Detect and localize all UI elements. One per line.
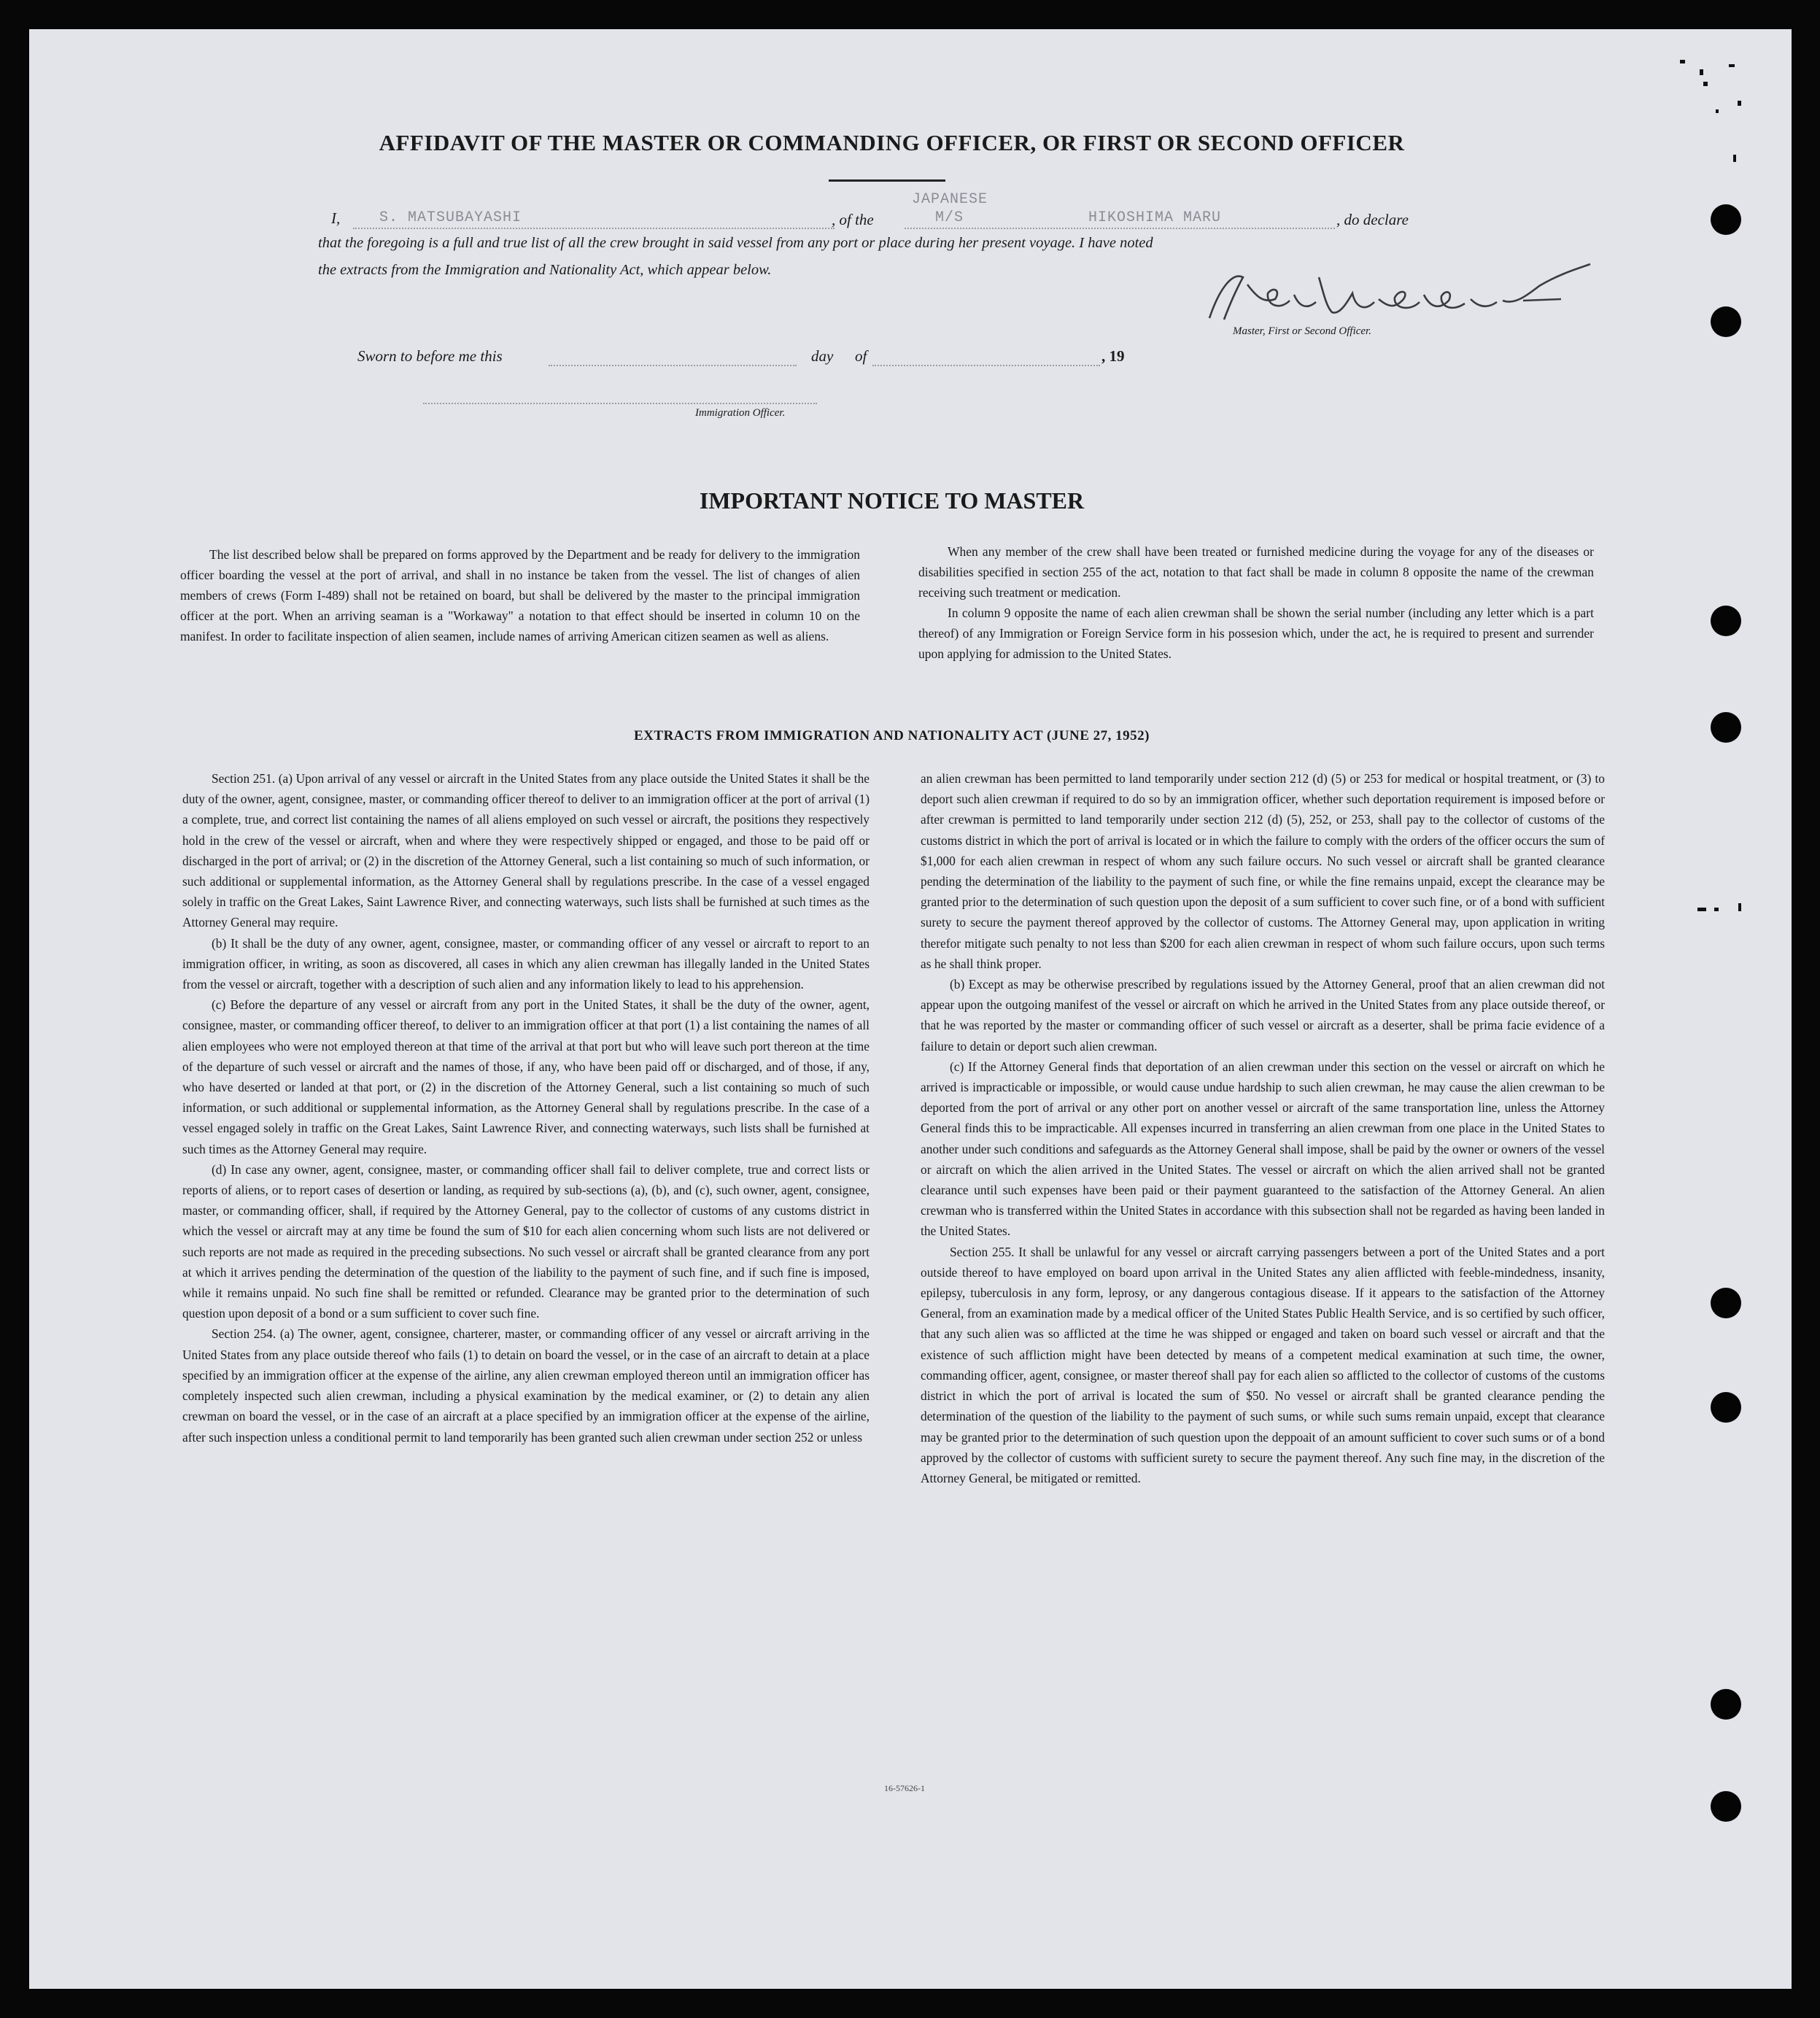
of-the-label: , of the [832, 211, 874, 228]
scan-speck [1733, 155, 1736, 162]
signature-caption: Master, First or Second Officer. [1233, 325, 1371, 337]
sworn-day-label: day [811, 347, 834, 365]
scan-speck [1680, 60, 1685, 63]
scan-speck [1697, 908, 1706, 911]
extracts-right-column [921, 768, 1605, 1488]
declaration-prefix: I, [331, 209, 341, 227]
form-number: 16-57626-1 [884, 1783, 925, 1793]
notice-right-text-2: In column 9 opposite the name of each alien crewman shall be shown the serial number (including any letter which is a part thereof) of any Immigration or Foreign Service form in his possesion which, under the act, he is required to present and surrender upon applying for admission to the United States. [918, 606, 1594, 661]
sworn-year-label: , 19 [1101, 347, 1125, 365]
scan-speck [1738, 101, 1741, 106]
officer-caption: Immigration Officer. [695, 407, 786, 419]
notice-left-column [180, 544, 860, 646]
officer-signature-line [423, 403, 817, 404]
punch-hole [1711, 204, 1741, 235]
section-254-c: (c) If the Attorney General finds that deportation of an alien crewman under this section on the vessel or aircraft on which he arrived is impracticable or impossible, or would cause undue hardship to such alien crewman, he may cause the alien crewman to be deported from the port of arrival or any other port on another vessel or aircraft of the same transportation line, unless the Attorney General finds this to be impracticable. All expenses incurred in transferring an alien crewman from one place in the United States to another under such conditions and safeguards as the Attorney General shall impose, shall be paid by the owner or owners of the vessel or aircraft on which the alien arrived in the United States. The vessel or aircraft on which the alien arrived shall not be granted clearance until such expenses have been paid or their payment guaranteed to the satisfaction of the Attorney General. An alien crewman who is transferred within the United States in accordance with this subsection shall not be regarded as having been landed in the United States. [921, 1059, 1605, 1239]
notice-title: IMPORTANT NOTICE TO MASTER [699, 487, 1085, 514]
scan-speck [1729, 64, 1735, 67]
title-rule [829, 179, 945, 182]
punch-hole [1711, 1791, 1741, 1822]
do-declare-label: , do declare [1336, 211, 1409, 228]
name-fill-line [353, 228, 835, 229]
scan-speck [1738, 903, 1741, 911]
extracts-title: EXTRACTS FROM IMMIGRATION AND NATIONALITY ACT (JUNE 27, 1952) [634, 728, 1150, 743]
vessel-name: HIKOSHIMA MARU [1088, 209, 1222, 226]
punch-hole [1711, 1689, 1741, 1720]
sworn-of-label: of [855, 347, 867, 365]
scan-speck [1716, 109, 1719, 113]
declaration-line-2: that the foregoing is a full and true list of all the crew brought in said vessel from any port or place during her present voyage. I have noted [318, 235, 1153, 251]
section-254-b: (b) Except as may be otherwise prescribed by regulations issued by the Attorney General, proof that an alien crewman did not appear upon the outgoing manifest of the vessel or aircraft on which he arrived in the United States from any place outside thereof, or that he was reported by the master or commanding officer of such vessel or aircraft as a deserter, shall be prima facie evidence of a failure to detain or deport such alien crewman. [921, 977, 1605, 1054]
section-251-a: Section 251. (a) Upon arrival of any vessel or aircraft in the United States from any place outside the United States it shall be the duty of the owner, agent, consignee, master, or commanding officer thereof to deliver to an immigration officer at the port of arrival (1) a complete, true, and correct list containing the names of all aliens employed on such vessel or aircraft, the positions they respectively hold in the crew of the vessel or aircraft, when and where they were respectively shipped or engaged, and those to be paid off or discharged in the port of arrival; or (2) in the discretion of the Attorney General, such a list containing so much of such information, or such additional or supplemental information, as the Attorney General shall by regulations prescribe. In the case of a vessel engaged solely in traffic on the Great Lakes, Saint Lawrence River, and connecting waterways, such lists shall be furnished at such times as the Attorney General may require. [182, 771, 870, 930]
sworn-date-line [549, 365, 797, 366]
extracts-left-column [182, 768, 870, 1447]
section-254-a-continued: an alien crewman has been permitted to land temporarily under section 212 (d) (5) or 253 for medical or hospital treatment, or (3) to deport such alien crewman if required to do so by an immigration officer, whether such deportation requirement is imposed before or after crewman is permitted to land temporarily under section 212 (d) (5), 252, or 253, shall pay to the collector of customs of the customs district in which the port of arrival is located or in which the failure to comply with the orders of the officer occurs the sum of $1,000 for each alien crewman in respect of whom any such failure occurs. No such vessel or aircraft shall be granted clearance pending the determination of the liability to the payment of such fine, or while the fine remains unpaid, except the clearance may be granted prior to the determination of such question upon the deposit of a sum sufficient to cover such fine, or of a bond with sufficient surety to secure the payment thereof approved by the collector of customs. The Attorney General may, upon application in writing therefor mitigate such penalty to not less than $200 for each alien crewman in respect of whom such failure occurs, upon such terms as he shall think proper. [921, 771, 1605, 971]
master-name: S. MATSUBAYASHI [379, 209, 522, 226]
scan-speck [1703, 82, 1708, 86]
sworn-label: Sworn to before me this [357, 347, 503, 365]
scan-speck [1714, 908, 1719, 911]
vessel-type: M/S [935, 209, 964, 226]
vessel-fill-line [905, 228, 1335, 229]
vessel-nationality: JAPANESE [912, 191, 988, 208]
master-signature [1196, 248, 1605, 328]
scan-speck [1700, 69, 1703, 75]
punch-hole [1711, 306, 1741, 337]
notice-right-text-1: When any member of the crew shall have been treated or furnished medicine during the voyage for any of the diseases or disabilities specified in section 255 of the act, notation to that fact shall be made in column 8 opposite the name of the crewman receiving such treatment or medication. [918, 544, 1594, 600]
section-255: Section 255. It shall be unlawful for any vessel or aircraft carrying passengers between a port of the United States and a port outside thereof to have employed on board upon arrival in the United States any alien afflicted with feeble-mindedness, insanity, epilepsy, tuberculosis in any form, leprosy, or any dangerous contagious disease. If it appears to the satisfaction of the Attorney General, from an examination made by a medical officer of the United States Public Health Service, and is so certified by such officer, that any such alien was so afflicted at the time he was shipped or engaged and taken on board such vessel or aircraft and that the existence of such affliction might have been detected by means of a competent medical examination at such time, the owner, commanding officer, agent, consignee, or master thereof shall pay for each alien so afflicted to the collector of customs of the customs district in which the port of arrival is located the sum of $50. No vessel or aircraft shall be granted clearance pending the determination of the question of the liability to the payment of such sums, or while such sums remain unpaid, except that clearance may be granted prior to the determination of such question upon the deppoait of an amount sufficient to cover such sums or of a bond approved by the collector of customs with sufficient surety to secure the payment thereof. Any such fine may, in the discretion of the Attorney General, be mitigated or remitted. [921, 1244, 1605, 1485]
punch-hole [1711, 606, 1741, 636]
notice-left-text: The list described below shall be prepared on forms approved by the Department and be ready for delivery to the immigration officer boarding the vessel at the port of arrival, and shall in no instance be taken from the vessel. The list of changes of alien members of crews (Form I-489) shall not be retained on board, but shall be delivered by the master to the principal immigration officer at the port. When an arriving seaman is a "Workaway" a notation to that effect should be inserted in column 10 on the manifest. In order to facilitate inspection of alien seamen, include names of arriving American citizen seamen as well as aliens. [180, 547, 860, 643]
section-251-c: (c) Before the departure of any vessel or aircraft from any port in the United States, it shall be the duty of the owner, agent, consignee, master, or commanding officer thereof, to deliver to an immigration officer at that port (1) a list containing the names of all alien employees who were not employed thereon at that time of the arrival at that port but who will leave such port thereon at the time of the departure of such vessel or aircraft and the names of those, if any, who have been paid off or discharged, and of those, if any, who have deserted or landed at that port, or (2) in the discretion of the Attorney General, such a list containing so much of such information, or such additional or supplemental information, as the Attorney General shall by regulations prescribe. In the case of a vessel engaged solely in traffic on the Great Lakes, Saint Lawrence River, and connecting waterways, such lists shall be furnished at such times as the Attorney General may require. [182, 997, 870, 1156]
punch-hole [1711, 1392, 1741, 1423]
notice-right-column [918, 541, 1594, 664]
sworn-month-line [872, 365, 1100, 366]
section-251-b: (b) It shall be the duty of any owner, agent, consignee, master, or commanding officer of any vessel or aircraft to report to an immigration officer, in writing, as soon as discovered, all cases in which any alien crewman has illegally landed in the United States from the vessel or aircraft, together with a description of such alien and any information likely to lead to his apprehension. [182, 935, 870, 992]
section-254-a: Section 254. (a) The owner, agent, consignee, charterer, master, or commanding officer of any vessel or aircraft arriving in the United States from any place outside thereof who fails (1) to detain on board the vessel, or in the case of an aircraft to detain at a place specified by an immigration officer at the expense of the airline, any alien crewman employed thereon until an immigration officer has completely inspected such alien crewman, including a physical examination by the medical examiner, or (2) to detain any alien crewman on board the vessel, or in the case of an aircraft at a place specified by an immigration officer at the expense of the airline, after such inspection unless a conditional permit to land temporarily has been granted such alien crewman under section 252 or unless [182, 1326, 870, 1445]
punch-hole [1711, 1288, 1741, 1318]
affidavit-title: AFFIDAVIT OF THE MASTER OR COMMANDING OFFICER, OR FIRST OR SECOND OFFICER [379, 130, 1405, 155]
section-251-d: (d) In case any owner, agent, consignee, master, or commanding officer shall fail to deliver complete, true and correct lists or reports of aliens, or to report cases of desertion or landing, as required by sub-sections (a), (b), and (c), such owner, agent, consignee, master, or commanding officer, shall, if required by the Attorney General, pay to the collector of customs of any customs district in which the vessel or aircraft may at any time be found the sum of $10 for each alien concerning whom such lists are not delivered or such reports are not made as required in the preceding subsections. No such vessel or aircraft shall be granted clearance from any port at which it arrives pending the determination of the question of the liability to the payment of such fine, and if such fine is imposed, while it remains unpaid. No such fine shall be remitted or refunded. Clearance may be granted prior to the determination of such question upon deposit of a bond or a sum sufficient to cover such fine. [182, 1161, 870, 1321]
punch-hole [1711, 712, 1741, 743]
declaration-line-3: the extracts from the Immigration and Nationality Act, which appear below. [318, 262, 772, 278]
